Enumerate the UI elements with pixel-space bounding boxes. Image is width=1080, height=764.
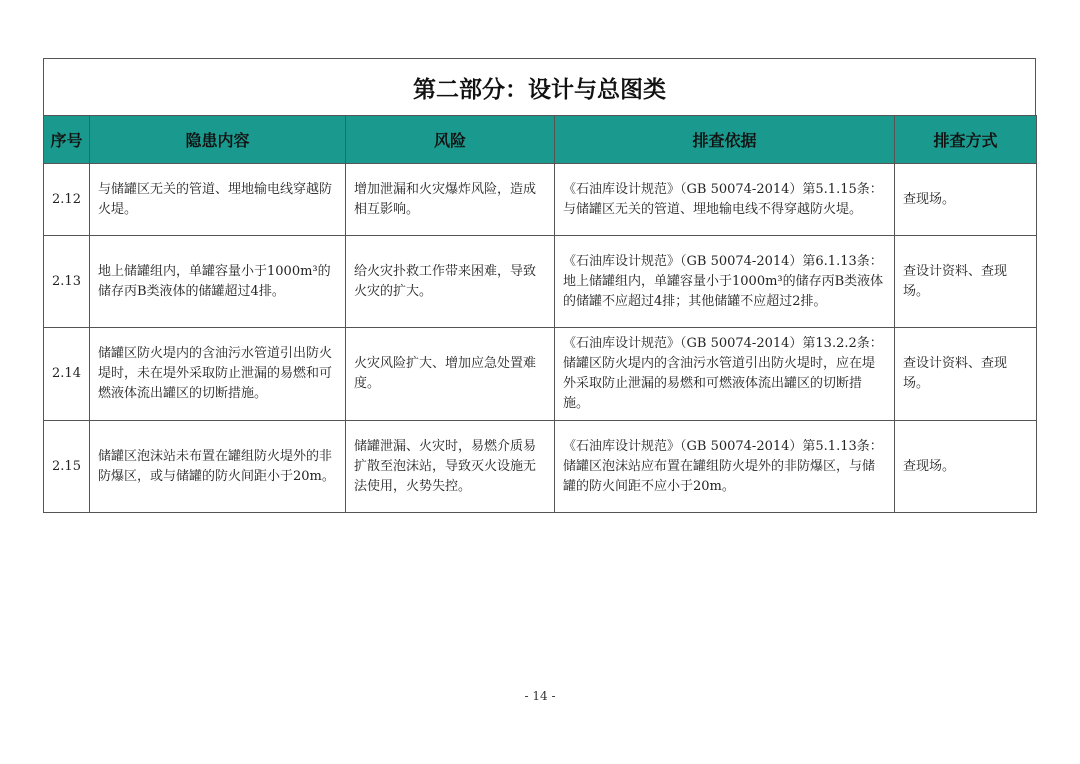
row-number: 2.15 <box>44 421 90 513</box>
method-cell: 查设计资料、查现场。 <box>895 328 1037 421</box>
table-row <box>44 328 1037 421</box>
basis-cell: 《石油库设计规范》（GB 50074-2014）第5.1.13条：储罐区泡沫站应布置在罐组防火堤外的非防爆区，与储罐的防火间距不应小于20m。 <box>555 421 895 513</box>
basis-cell: 《石油库设计规范》（GB 50074-2014）第6.1.13条：地上储罐组内，单罐容量小于1000m³的储存丙B类液体的储罐不应超过4排；其他储罐不应超过2排。 <box>555 236 895 328</box>
hazard-table-sheet <box>43 58 1036 513</box>
header-number: 序号 <box>44 116 90 164</box>
section-title: 第二部分：设计与总图类 <box>43 58 1036 115</box>
table-row <box>44 164 1037 236</box>
basis-cell: 《石油库设计规范》（GB 50074-2014）第5.1.15条：与储罐区无关的管道、埋地输电线不得穿越防火堤。 <box>555 164 895 236</box>
risk-cell: 增加泄漏和火灾爆炸风险，造成相互影响。 <box>346 164 555 236</box>
row-number: 2.13 <box>44 236 90 328</box>
header-risk: 风险 <box>346 116 555 164</box>
method-cell: 查现场。 <box>895 421 1037 513</box>
risk-cell: 储罐泄漏、火灾时，易燃介质易扩散至泡沫站，导致灭火设施无法使用，火势失控。 <box>346 421 555 513</box>
hazard-cell: 与储罐区无关的管道、埋地输电线穿越防火堤。 <box>90 164 346 236</box>
header-basis: 排查依据 <box>555 116 895 164</box>
header-hazard: 隐患内容 <box>90 116 346 164</box>
header-method: 排查方式 <box>895 116 1037 164</box>
table-row <box>44 236 1037 328</box>
basis-cell: 《石油库设计规范》（GB 50074-2014）第13.2.2条：储罐区防火堤内的含油污水管道引出防火堤时，应在堤外采取防止泄漏的易燃和可燃液体流出罐区的切断措施。 <box>555 328 895 421</box>
risk-cell: 给火灾扑救工作带来困难，导致火灾的扩大。 <box>346 236 555 328</box>
hazard-cell: 储罐区泡沫站未布置在罐组防火堤外的非防爆区，或与储罐的防火间距小于20m。 <box>90 421 346 513</box>
method-cell: 查设计资料、查现场。 <box>895 236 1037 328</box>
table-row <box>44 421 1037 513</box>
row-number: 2.12 <box>44 164 90 236</box>
method-cell: 查现场。 <box>895 164 1037 236</box>
hazard-cell: 地上储罐组内，单罐容量小于1000m³的储存丙B类液体的储罐超过4排。 <box>90 236 346 328</box>
risk-cell: 火灾风险扩大、增加应急处置难度。 <box>346 328 555 421</box>
page-number: - 14 - <box>524 689 556 703</box>
hazard-table <box>43 115 1037 513</box>
hazard-cell: 储罐区防火堤内的含油污水管道引出防火堤时，未在堤外采取防止泄漏的易燃和可燃液体流出罐区的切断措施。 <box>90 328 346 421</box>
table-header-row <box>44 116 1037 164</box>
row-number: 2.14 <box>44 328 90 421</box>
